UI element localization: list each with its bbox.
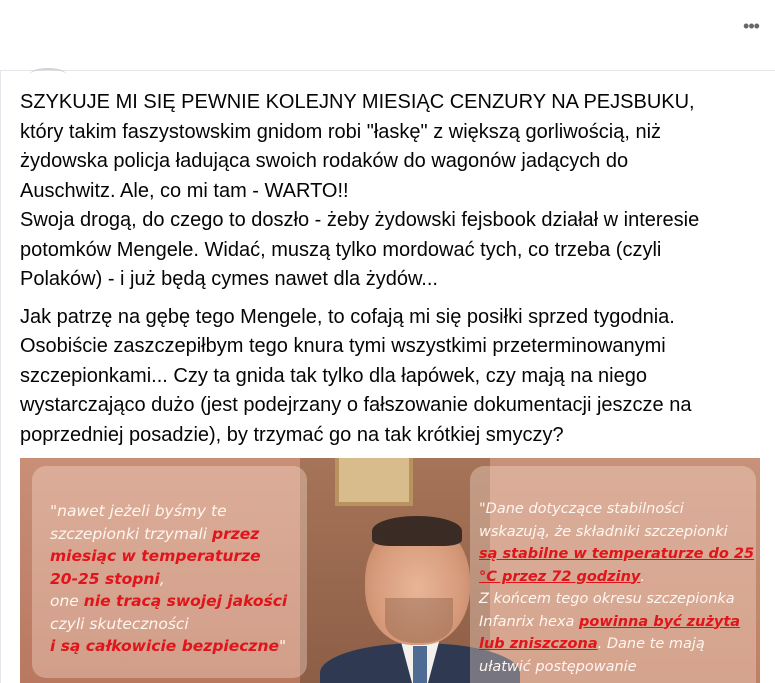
quote-line: są stabilne w temperaturze do 25 [479, 546, 755, 562]
post-image[interactable] [20, 458, 760, 683]
post-line: Swoja drogą, do czego to doszło - żeby żydowski fejsbook działał w interesie [20, 209, 700, 231]
post-line: Auschwitz. Ale, co mi tam - WARTO!! [20, 179, 349, 202]
right-quote-text [479, 498, 754, 678]
quote-line: lub zniszczona. Dane te mają [479, 636, 705, 652]
quote-line: one nie tracą swojej jakości [50, 592, 288, 610]
quote-line: miesiąc w temperaturze [50, 547, 261, 565]
post-line: Osobiście zaszczepiłbym tego knura tymi wszystkimi przeterminowanymi [20, 335, 666, 357]
avatar[interactable] [30, 68, 66, 80]
quote-line: i są całkowicie bezpieczne" [50, 637, 287, 655]
post-line: poprzedniej posadzie), by trzymać go na tak krótkiej smyczy? [20, 423, 564, 446]
picture-frame [335, 458, 413, 506]
post-options-button[interactable] [734, 14, 768, 38]
quote-line: "nawet jeżeli byśmy te [50, 502, 227, 520]
quote-line: °C przez 72 godziny. [479, 568, 645, 585]
post-line: wystarczająco dużo (jest podejrzany o fałszowanie dokumentacji jeszcze na [20, 394, 692, 416]
more-options-icon: ••• [743, 15, 759, 36]
post-line: Polaków) - i już będą cymes nawet dla żydów... [20, 268, 438, 290]
post-line: Jak patrzę na gębę tego Mengele, to cofają mi się posiłki sprzed tygodnia. [20, 305, 675, 328]
post-paragraph-2 [20, 303, 760, 451]
post-divider [0, 70, 775, 71]
post-border [0, 70, 1, 683]
quote-line: czyli skuteczności [50, 614, 189, 633]
quote-line: wskazują, że składniki szczepionki [479, 523, 728, 540]
post-paragraph-1 [20, 88, 760, 295]
quote-line: ułatwić postępowanie [479, 658, 637, 675]
quote-line: Z końcem tego okresu szczepionka [479, 591, 735, 607]
quote-line: 20-25 stopni, [50, 569, 165, 588]
quote-line: Infanrix hexa powinna być zużyta [479, 613, 741, 630]
tie [413, 646, 427, 683]
post-line: SZYKUJE MI SIĘ PEWNIE KOLEJNY MIESIĄC CENZURY NA PEJSBUKU, [20, 91, 695, 113]
post-line: który takim faszystowskim gnidom robi "łaskę" z większą gorliwością, niż [20, 120, 662, 143]
post-line: żydowska policja ładująca swoich rodaków do wagonów jadących do [20, 150, 629, 172]
quote-line: "Dane dotyczące stabilności [479, 501, 684, 517]
post-line: szczepionkami... Czy ta gnida tak tylko dla łapówek, czy mają na niego [20, 364, 647, 387]
post-body [20, 88, 760, 450]
person-beard [385, 598, 453, 643]
left-quote-text [50, 500, 287, 658]
person-hair [372, 516, 462, 546]
post-line: potomków Mengele. Widać, muszą tylko mordować tych, co trzeba (czyli [20, 238, 662, 261]
quote-line: szczepionki trzymali przez [50, 524, 260, 543]
